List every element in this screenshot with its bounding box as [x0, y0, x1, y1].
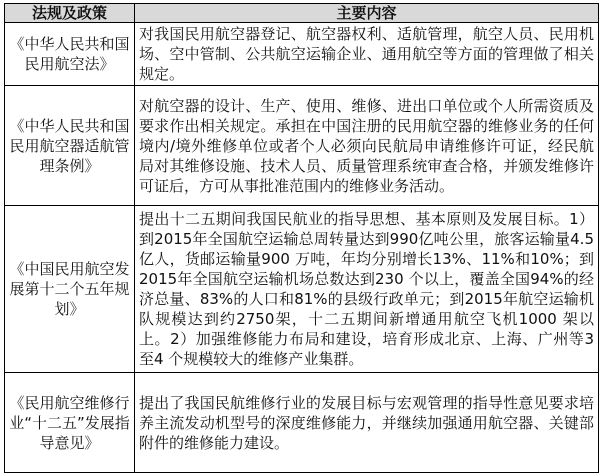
header-content: 主要内容: [135, 4, 599, 23]
law-name-cell: 《中国民用航空发展第十二个五年规划》: [5, 206, 135, 373]
header-law: 法规及政策: [5, 4, 135, 23]
table-header-row: [5, 4, 599, 23]
law-name-cell: 《中华人民共和国民用航空器适航管理条例》: [5, 86, 135, 206]
content-cell: 对航空器的设计、生产、使用、维修、进出口单位或个人所需资质及要求作出相关规定。承担在中国注册的民用航空器的维修业务的任何境内/境外维修单位或者个人必须向民航局申请维修许可证，经民航局对其维修设施、技术人员、质量管理系统审查合格，并颁发维修许可证后，方可从事批准范围内的维修业务活动。: [135, 86, 599, 206]
content-cell: 提出了我国民航维修行业的发展目标与宏观管理的指导性意见要求培养主流发动机型号的深度维修能力，并继续加强通用航空器、关键部附件的维修能力建设。: [135, 373, 599, 473]
policy-table: [4, 3, 599, 473]
content-cell: 对我国民用航空器登记、航空器权利、适航管理，航空人员、民用机场、空中管制、公共航空运输企业、通用航空等方面的管理做了相关规定。: [135, 23, 599, 86]
content-cell: 提出十二五期间我国民航业的指导思想、基本原则及发展目标。1）到2015年全国航空运输总周转量达到990亿吨公里，旅客运输量4.5 亿人，货邮运输量900 万吨，年均分别增长13%、11%和10%；到2015年全国航空运输机场总数达到230 个以上，覆盖全国94%的经济总量、83%的人口和81%的县级行政单元；到2015年航空运输机队规模达到约2750架，十二五期间新增通用航空飞机1000 架以上。2）加强维修能力布局和建设，培育形成北京、上海、广州等3 至4 个规模较大的维修产业集群。: [135, 206, 599, 373]
law-name-cell: 《民用航空维修行业“十二五”发展指导意见》: [5, 373, 135, 473]
table-row: [5, 206, 599, 373]
table-row: [5, 23, 599, 86]
table-row: [5, 86, 599, 206]
table-row: [5, 373, 599, 473]
law-name-cell: 《中华人民共和国民用航空法》: [5, 23, 135, 86]
